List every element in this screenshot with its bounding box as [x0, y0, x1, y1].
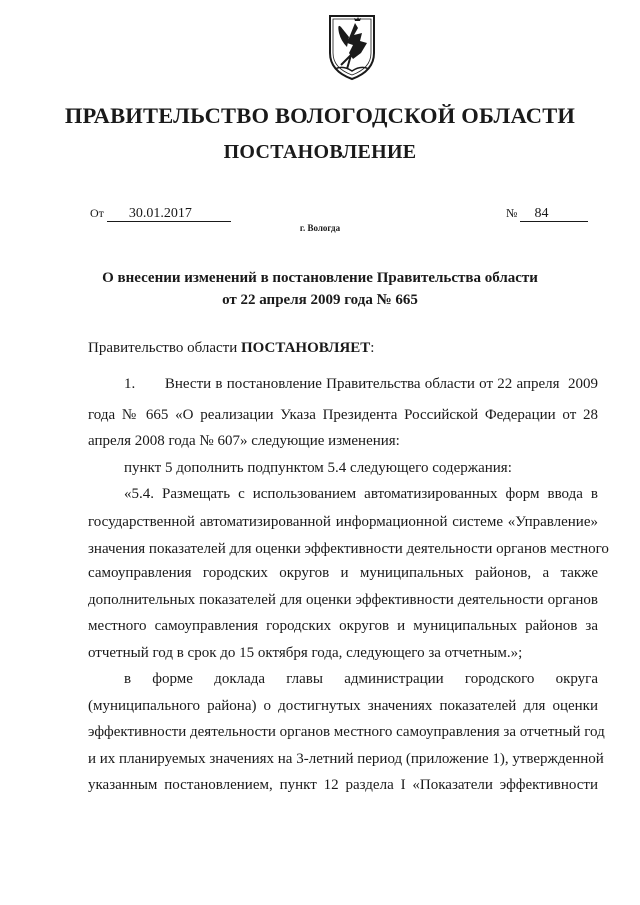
body-line: пункт 5 дополнить подпунктом 5.4 следующего содержания: [124, 460, 512, 476]
date-value: 30.01.2017 [107, 206, 231, 222]
date-prefix: От [90, 206, 104, 220]
body-line: самоуправления городских округов и муниципальных районов, а также [88, 565, 598, 581]
subject-line: от 22 апреля 2009 года № 665 [222, 292, 418, 308]
preamble [88, 338, 374, 358]
document-subject [0, 267, 640, 311]
body-line: года № 665 «О реализации Указа Президента Российской Федерации от 28 [88, 407, 598, 423]
body-line: (муниципального района) о достигнутых значениях показателей для оценки [88, 698, 598, 714]
vologda-coat-of-arms-icon [327, 13, 377, 81]
subject-line: О внесении изменений в постановление Правительства области [102, 270, 538, 286]
document-number [506, 206, 588, 222]
document-type: ПОСТАНОВЛЕНИЕ [223, 141, 417, 163]
preamble-verb: ПОСТАНОВЛЯЕТ [240, 340, 371, 356]
body-line: значения показателей для оценки эффективности деятельности органов местного [88, 541, 609, 557]
preamble-end: : [370, 340, 375, 356]
body-line: в форме доклада главы администрации городского округа [124, 671, 598, 687]
body-line: указанным постановлением, пункт 12 раздела I «Показатели эффективности [88, 777, 598, 793]
body-line: государственной автоматизированной информационной системе «Управление» [88, 514, 598, 530]
preamble-text: Правительство области [88, 340, 241, 356]
body-line: местного самоуправления городских округов и муниципальных районов за [88, 618, 598, 634]
body-line: «5.4. Размещать с использованием автоматизированных форм ввода в [124, 486, 598, 502]
city-name: г. Вологда [299, 223, 341, 233]
document-date [90, 206, 231, 222]
number-value: 84 [520, 206, 588, 222]
body-line: отчетный год в срок до 15 октября года, следующего за отчетным.»; [88, 645, 523, 661]
body-line: дополнительных показателей для оценки эффективности деятельности органов [88, 592, 598, 608]
body-line: 1. Внести в постановление Правительства области от 22 апреля 2009 [124, 376, 598, 392]
body-line: и их планируемых значениях на 3-летний период (приложение 1), утвержденной [88, 751, 604, 767]
government-name: ПРАВИТЕЛЬСТВО ВОЛОГОДСКОЙ ОБЛАСТИ [64, 103, 576, 128]
body-line: апреля 2008 года № 607» следующие изменения: [88, 433, 400, 449]
number-prefix: № [506, 206, 518, 220]
body-line: эффективности деятельности органов местного самоуправления за отчетный год [88, 724, 605, 740]
